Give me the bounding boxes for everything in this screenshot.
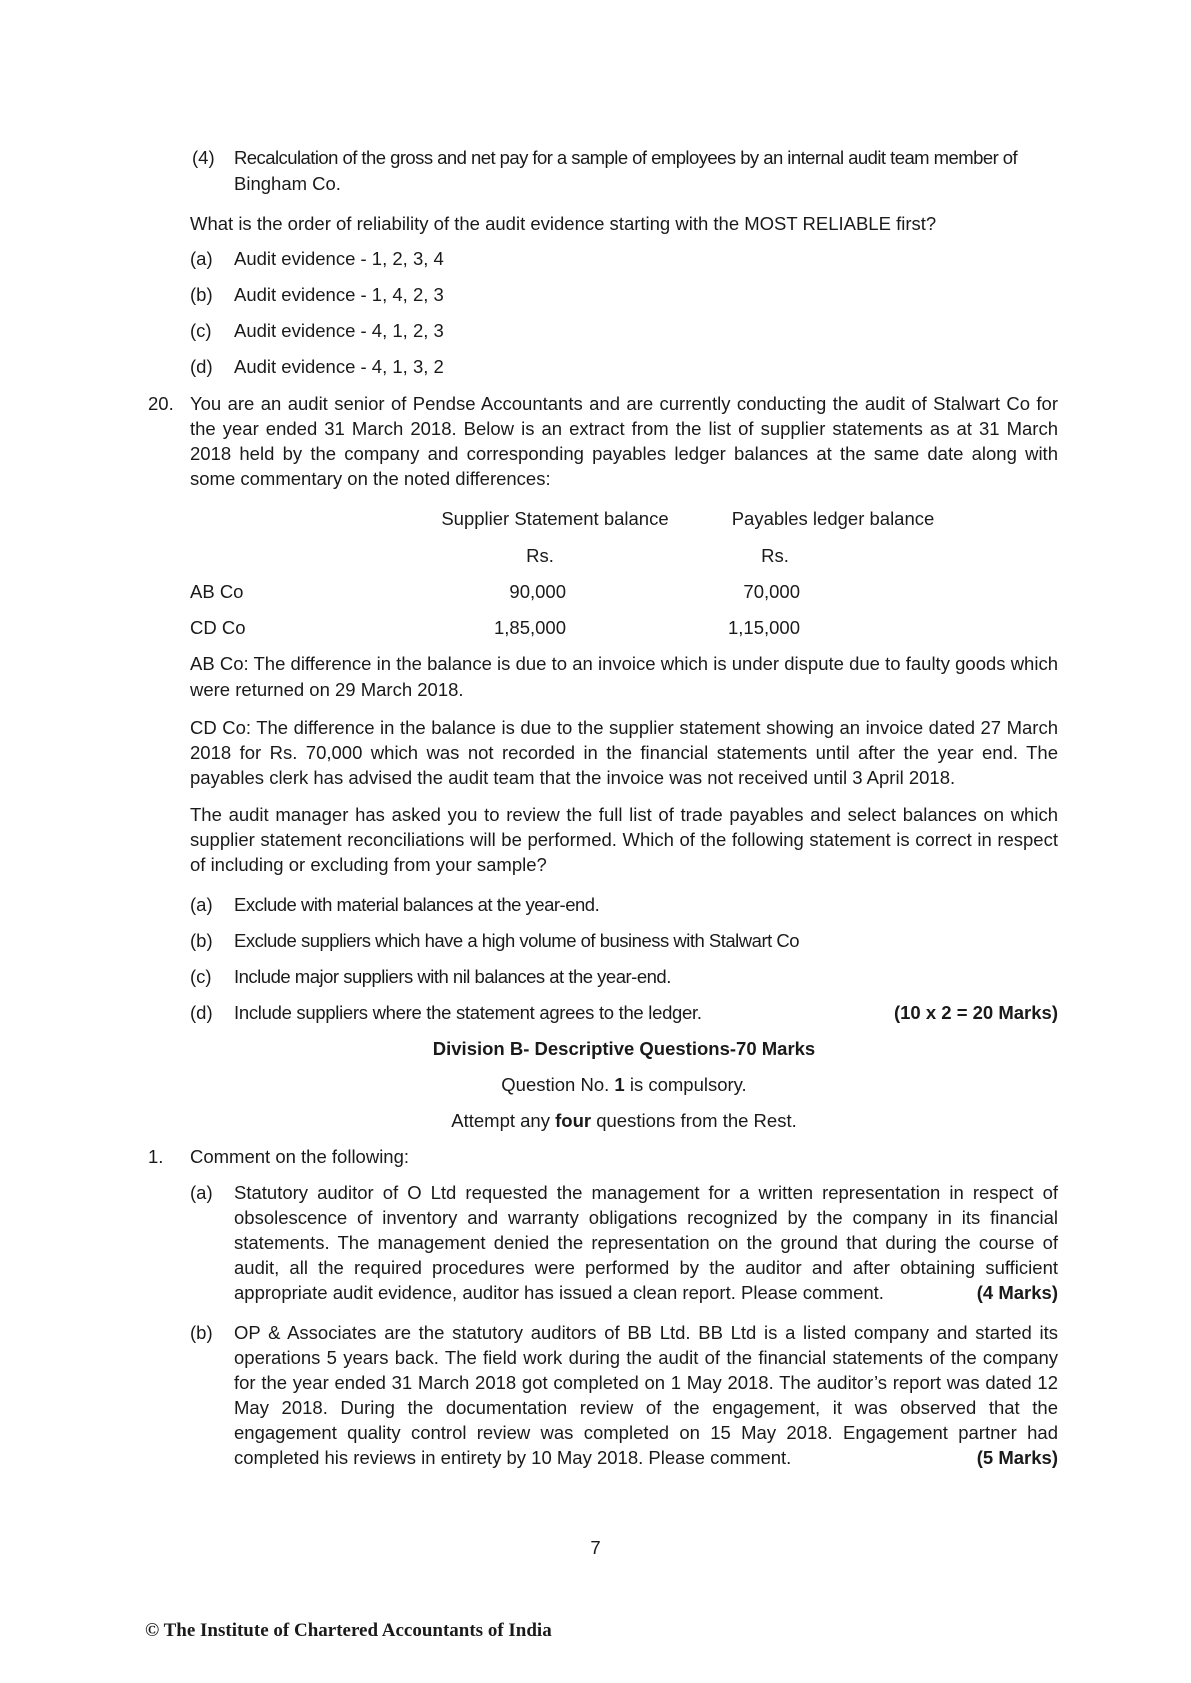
q20-option-c-text: Include major suppliers with nil balances at the year-end.	[234, 966, 671, 987]
table-row-supplier-balance: 90,000	[509, 581, 566, 602]
q20-option-d-text: Include suppliers where the statement agrees to the ledger.	[234, 1002, 702, 1023]
q20-option-a-label: (a)	[190, 894, 213, 915]
q1-a-body: Statutory auditor of O Ltd requested the management for a written representation in respect of obsolescence of inventory and warranty obligations recognized by the company in its financial statements. The management denied the representation on the ground that during the course of audit, all the required procedures were performed by the auditor and after obtaining sufficient appropriate audit evidence, auditor has issued a clean report. Please comment.	[234, 1182, 1058, 1303]
q20-currency2: Rs.	[761, 545, 789, 566]
q20-currency1: Rs.	[526, 545, 554, 566]
q19-item4-label: (4)	[192, 147, 215, 168]
q20-option-d-label: (d)	[190, 1002, 213, 1023]
q1-b-marks: (5 Marks)	[976, 1447, 1058, 1468]
q20-intro: You are an audit senior of Pendse Accountants and are currently conducting the audit of Stalwart Co for the year ended 31 March 2018. Below is an extract from the list of supplier statements as at 31 March 2018 held by the company and corresponding payables ledger balances at the same date along with some commentary on the noted differences:	[190, 393, 1058, 489]
q1-a-label: (a)	[190, 1182, 213, 1203]
q20-number: 20.	[148, 393, 174, 414]
q19-option-b-text: Audit evidence - 1, 4, 2, 3	[234, 284, 444, 305]
q20-manager-instruction: The audit manager has asked you to review the full list of trade payables and select balances on which supplier statement reconciliations will be performed. Which of the following statement is correct in respect of including or excluding from your sample?	[190, 804, 1058, 875]
attempt-pre: Attempt any	[451, 1110, 556, 1131]
q20-note-ab: AB Co: The difference in the balance is due to an invoice which is under dispute due to faulty goods which were returned on 29 March 2018.	[190, 653, 1058, 700]
q19-option-a-label: (a)	[190, 248, 213, 269]
q20-option-b-text: Exclude suppliers which have a high volume of business with Stalwart Co	[234, 930, 800, 951]
q20-col2-header: Payables ledger balance	[731, 508, 935, 529]
compulsory-number: 1	[614, 1074, 625, 1095]
footer-copyright: © The Institute of Chartered Accountants of India	[145, 1620, 552, 1641]
q19-option-d-label: (d)	[190, 356, 213, 377]
table-row-name: AB Co	[190, 581, 244, 602]
q19-option-c-text: Audit evidence - 4, 1, 2, 3	[234, 320, 444, 341]
q19-option-a-text: Audit evidence - 1, 2, 3, 4	[234, 248, 444, 269]
attempt-post: questions from the Rest.	[591, 1110, 797, 1131]
compulsory-post: is compulsory.	[624, 1074, 747, 1095]
q20-marks: (10 x 2 = 20 Marks)	[893, 1002, 1058, 1023]
q19-item4-text-line1: Recalculation of the gross and net pay for a sample of employees by an internal audit team member of	[234, 147, 1018, 168]
division-title: Division B- Descriptive Questions-70 Marks	[432, 1038, 816, 1059]
q1-intro: Comment on the following:	[190, 1146, 410, 1167]
attempt-bold: four	[555, 1110, 592, 1131]
q20-col1-header: Supplier Statement balance	[441, 508, 669, 529]
table-row-supplier-balance: 1,85,000	[493, 617, 566, 638]
q20-option-b-label: (b)	[190, 930, 213, 951]
table-row-name: CD Co	[190, 617, 246, 638]
q19-option-b-label: (b)	[190, 284, 213, 305]
q1-b-label: (b)	[190, 1322, 213, 1343]
page-number: 7	[590, 1537, 601, 1558]
division-attempt-note	[190, 1108, 1058, 1134]
q20-option-a-text: Exclude with material balances at the year-end.	[234, 894, 600, 915]
table-row-ledger-balance: 1,15,000	[727, 617, 800, 638]
q19-option-c-label: (c)	[190, 320, 212, 341]
division-compulsory-note	[190, 1072, 1058, 1098]
q19-option-d-text: Audit evidence - 4, 1, 3, 2	[234, 356, 444, 377]
q19-question: What is the order of reliability of the audit evidence starting with the MOST RELIABLE first?	[190, 213, 937, 234]
q20-note-cd: CD Co: The difference in the balance is due to the supplier statement showing an invoice dated 27 March 2018 for Rs. 70,000 which was not recorded in the financial statements until after the year end. The payables clerk has advised the audit team that the invoice was not received until 3 April 2018.	[190, 717, 1058, 788]
compulsory-pre: Question No.	[501, 1074, 615, 1095]
q19-item4-text-line2: Bingham Co.	[234, 173, 341, 194]
q1-b-body: OP & Associates are the statutory auditors of BB Ltd. BB Ltd is a listed company and started its operations 5 years back. The field work during the audit of the financial statements of the company for the year ended 31 March 2018 got completed on 1 May 2018. The auditor’s report was dated 12 May 2018. During the documentation review of the engagement, it was observed that the engagement quality control review was completed on 15 May 2018. Engagement partner had completed his reviews in entirety by 10 May 2018. Please comment.	[234, 1322, 1058, 1468]
q1-number: 1.	[148, 1146, 164, 1167]
table-row-ledger-balance: 70,000	[743, 581, 800, 602]
q1-a-marks: (4 Marks)	[976, 1282, 1058, 1303]
q20-option-c-label: (c)	[190, 966, 212, 987]
